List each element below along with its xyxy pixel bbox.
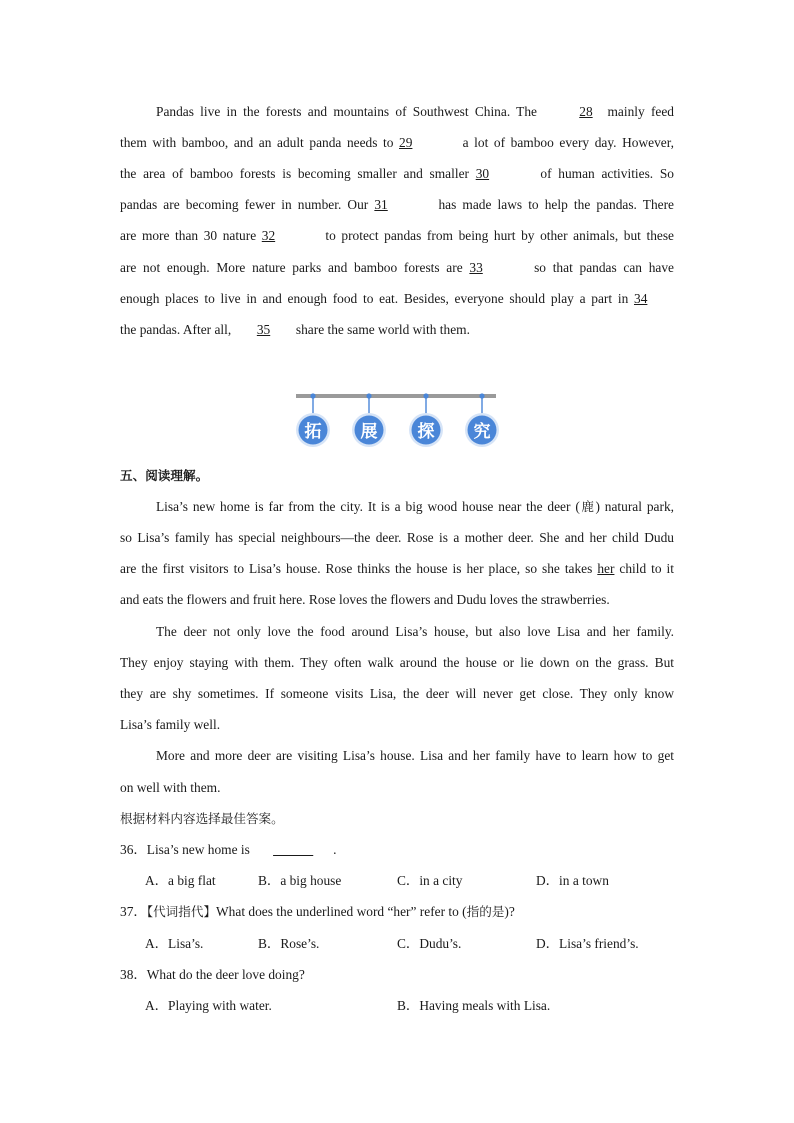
extension-banner: [290, 388, 504, 450]
cloze-blank-31: 31: [374, 197, 388, 212]
question-36-blank: [253, 841, 333, 859]
banner-circle-2: [352, 413, 386, 447]
reading-line-7: they are shy sometimes. If someone visits Lisa, the deer will never get close. They only know: [120, 686, 674, 701]
cloze-line-5: are more than 30 nature 32 to protect pandas from being hurt by other animals, but these: [120, 228, 675, 243]
reading-line-8: Lisa’s family well.: [120, 717, 221, 732]
question-36-option-a[interactable]: A．a big flat: [145, 873, 216, 888]
question-37-option-a[interactable]: A．Lisa’s.: [145, 936, 204, 951]
banner-char-2: 展: [360, 422, 378, 442]
question-36-option-d[interactable]: D．in a town: [536, 873, 609, 888]
banner-char-3: 探: [417, 422, 435, 442]
reading-line-4: and eats the flowers and fruit here. Rose loves the flowers and Dudu loves the strawberries.: [120, 592, 610, 607]
banner-circle-4: [465, 413, 499, 447]
cloze-blank-34: 34: [634, 291, 648, 306]
cloze-line-2: them with bamboo, and an adult panda needs to 29 a lot of bamboo every day. However,: [120, 135, 674, 150]
question-37-tag: 【代词指代】: [146, 904, 217, 919]
cloze-blank-29: 29: [399, 135, 413, 150]
cloze-blank-33: 33: [469, 260, 483, 275]
cloze-line-4: pandas are becoming fewer in number. Our 31 has made laws to help the pandas. There: [120, 197, 674, 212]
question-36-option-c[interactable]: C．in a city: [397, 873, 463, 888]
reading-line-2: so Lisa’s family has special neighbours—the deer. Rose is a mother deer. She and her child Dudu: [120, 530, 674, 545]
banner-graphic: [290, 388, 504, 450]
cloze-blank-28: 28: [579, 104, 593, 119]
reading-line-6: They enjoy staying with them. They often walk around the house or lie down on the grass. But: [120, 655, 674, 670]
banner-char-1: 拓: [304, 422, 322, 442]
cloze-blank-32: 32: [261, 228, 276, 243]
cloze-line-8: the pandas. After all, 35 share the same world with them.: [120, 322, 470, 337]
cloze-line-1: Pandas live in the forests and mountains of Southwest China. The 28 mainly feed: [156, 104, 674, 119]
underlined-word-her: her: [597, 561, 615, 576]
banner-circle-3: [409, 413, 443, 447]
question-38-option-a[interactable]: A．Playing with water.: [145, 998, 272, 1013]
question-36-option-b[interactable]: B．a big house: [258, 873, 342, 888]
reading-line-9: More and more deer are visiting Lisa’s house. Lisa and her family have to learn how to get: [156, 748, 674, 763]
cloze-line-3: the area of bamboo forests is becoming smaller and smaller 30 of human activities. So: [120, 166, 674, 181]
question-37-option-c[interactable]: C．Dudu’s.: [397, 936, 462, 951]
banner-bar: [296, 394, 496, 398]
banner-char-4: 究: [473, 422, 491, 442]
section-title: 五、阅读理解。: [120, 468, 209, 483]
question-37-option-d[interactable]: D．Lisa’s friend’s.: [536, 936, 639, 951]
question-37-option-b[interactable]: B．Rose’s.: [258, 936, 320, 951]
question-36-stem: 36．Lisa’s new home is .: [120, 842, 337, 857]
reading-line-10: on well with them.: [120, 780, 221, 795]
cloze-line-7: enough places to live in and enough food to eat. Besides, everyone should play a part in 34: [120, 290, 674, 308]
reading-line-3: are the first visitors to Lisa’s house. Rose thinks the house is her place, so she takes her child to it: [120, 561, 674, 576]
reading-line-1: Lisa’s new home is far from the city. It is a big wood house near the deer (鹿) natural park,: [156, 499, 674, 514]
question-38-stem: 38．What do the deer love doing?: [120, 967, 305, 982]
question-37-stem: 37．【代词指代】What does the underlined word “her” refer to (指的是)?: [120, 904, 515, 919]
question-instruction: 根据材料内容选择最佳答案。: [120, 811, 284, 826]
cloze-blank-35: 35: [256, 322, 271, 337]
cloze-line-6: are not enough. More nature parks and bamboo forests are 33 so that pandas can have: [120, 260, 674, 275]
banner-circle-1: [296, 413, 330, 447]
reading-line-5: The deer not only love the food around Lisa’s house, but also love Lisa and her family.: [156, 624, 674, 639]
question-38-option-b[interactable]: B．Having meals with Lisa.: [397, 998, 551, 1013]
cloze-blank-30: 30: [475, 166, 490, 181]
